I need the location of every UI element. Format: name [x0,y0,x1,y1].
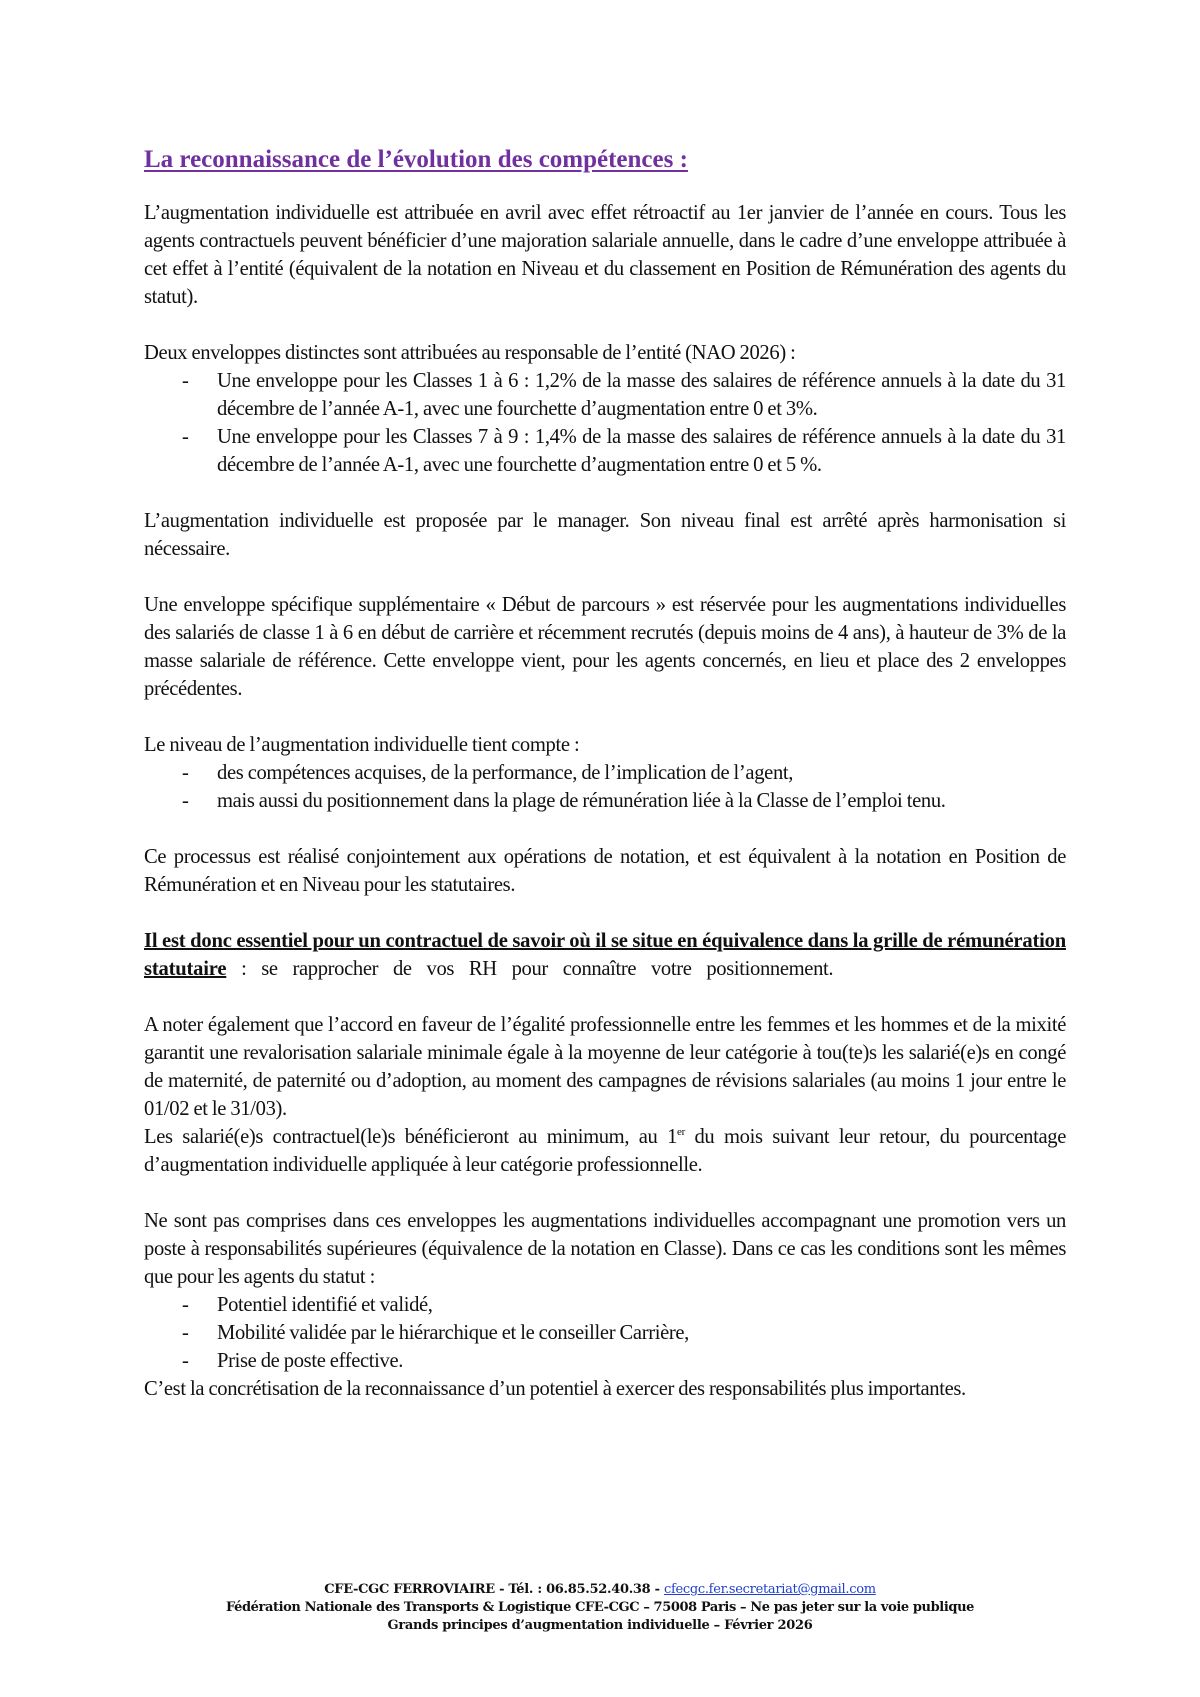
footer-contact-line [0,1581,1200,1599]
footer-document-title: Grands principes d’augmentation individuelle – Février 2026 [387,1618,813,1633]
paragraph-contract-minimum [144,1123,1066,1179]
dash-bullet-icon: - [182,1350,189,1372]
list-item-text: Potentiel identifié et validé, [217,1294,433,1316]
list-item [144,787,1066,815]
list-item [144,759,1066,787]
paragraph-criteria-intro: Le niveau de l’augmentation individuelle tient compte : [144,734,580,756]
document-page [144,143,1066,1403]
dash-bullet-icon: - [182,762,189,784]
dash-bullet-icon: - [182,790,189,812]
email-link[interactable]: cfecgc.fer.secretariat@gmail.com [663,1582,876,1597]
paragraph-individual-raise: L’augmentation individuelle est attribuée en avril avec effet rétroactif au 1er janvier de l’année en cours. Tous les agents contractuels peuvent bénéficier d’une majoration salariale annuelle, dans le cadre d’une enveloppe attribuée à cet effet à l’entité (équivalent de la notation en Niveau et du classement en Position de Rémunération des agents du statut). [144,202,1066,308]
list-item-text: des compétences acquises, de la performance, de l’implication de l’agent, [217,762,794,784]
paragraph-essential-notice [144,927,1066,983]
paragraph-promotion-exclusion: Ne sont pas comprises dans ces enveloppes les augmentations individuelles accompagnant une promotion vers un poste à responsabilités supérieures (équivalence de la notation en Classe). Dans ce cas les conditions sont les mêmes que pour les agents du statut : [144,1210,1066,1288]
list-item-text: Prise de poste effective. [217,1350,404,1372]
list-item [144,1291,1066,1319]
superscript-er: er [677,1126,685,1139]
list-item [144,423,1066,479]
dash-bullet-icon: - [182,1322,189,1344]
dash-bullet-icon: - [182,370,189,392]
paragraph-process: Ce processus est réalisé conjointement aux opérations de notation, et est équivalent à la notation en Position de Rémunération et en Niveau pour les statutaires. [144,846,1066,896]
paragraph-text: : se rapprocher de vos RH pour connaître votre positionnement. [226,958,834,980]
list-item [144,367,1066,423]
list-item [144,1347,1066,1375]
list-item [144,1319,1066,1347]
dash-bullet-icon: - [182,1294,189,1316]
paragraph-manager-proposal: L’augmentation individuelle est proposée par le manager. Son niveau final est arrêté après harmonisation si nécessaire. [144,510,1066,560]
dash-bullet-icon: - [182,426,189,448]
paragraph-text: Les salarié(e)s contractuel(le)s bénéficieront au minimum, au 1 [144,1126,678,1148]
paragraph-envelopes-intro: Deux enveloppes distinctes sont attribuées au responsable de l’entité (NAO 2026) : [144,342,796,364]
envelopes-list [144,367,1066,479]
list-item-text: mais aussi du positionnement dans la plage de rémunération liée à la Classe de l’emploi tenu. [217,790,946,812]
criteria-list [144,759,1066,815]
paragraph-debut-parcours: Une enveloppe spécifique supplémentaire « Début de parcours » est réservée pour les augmentations individuelles des salariés de classe 1 à 6 en début de carrière et récemment recrutés (depuis moins de 4 ans), à hauteur de 3% de la masse salariale de référence. Cette enveloppe vient, pour les agents concernés, en lieu et place des 2 enveloppes précédentes. [144,594,1066,700]
list-item-text: Mobilité validée par le hiérarchique et le conseiller Carrière, [217,1322,689,1344]
footer-federation-line: Fédération Nationale des Transports & Logistique CFE-CGC – 75008 Paris – Ne pas jeter sur la voie publique [226,1600,974,1615]
list-item-text: Une enveloppe pour les Classes 1 à 6 : 1,2% de la masse des salaires de référence annuels à la date du 31 décembre de l’année A-1, avec une fourchette d’augmentation entre 0 et 3%. [217,370,1066,420]
emphasized-text: Il est donc essentiel pour un contractuel de savoir où il se situe en équivalence dans la grille de rémunération statutaire [144,930,1066,980]
paragraph-conclusion: C’est la concrétisation de la reconnaissance d’un potentiel à exercer des responsabilités plus importantes. [144,1378,966,1400]
paragraph-equality-agreement: A noter également que l’accord en faveur de l’égalité professionnelle entre les femmes et les hommes et de la mixité garantit une revalorisation salariale minimale égale à la moyenne de leur catégorie à tou(te)s les salarié(e)s en congé de maternité, de paternité ou d’adoption, au moment des campagnes de révisions salariales (au moins 1 jour entre le 01/02 et le 31/03). [144,1014,1066,1120]
list-item-text: Une enveloppe pour les Classes 7 à 9 : 1,4% de la masse des salaires de référence annuels à la date du 31 décembre de l’année A-1, avec une fourchette d’augmentation entre 0 et 5 %. [217,426,1066,476]
page-footer [0,1581,1200,1635]
footer-contact-text: CFE-CGC FERROVIAIRE - Tél. : 06.85.52.40.38 - [324,1582,664,1597]
section-title: La reconnaissance de l’évolution des compétences : [144,146,688,173]
paragraph-text: du mois suivant leur retour, du pourcentage d’augmentation individuelle appliquée à leur catégorie professionnelle. [144,1126,1066,1176]
conditions-list [144,1291,1066,1375]
